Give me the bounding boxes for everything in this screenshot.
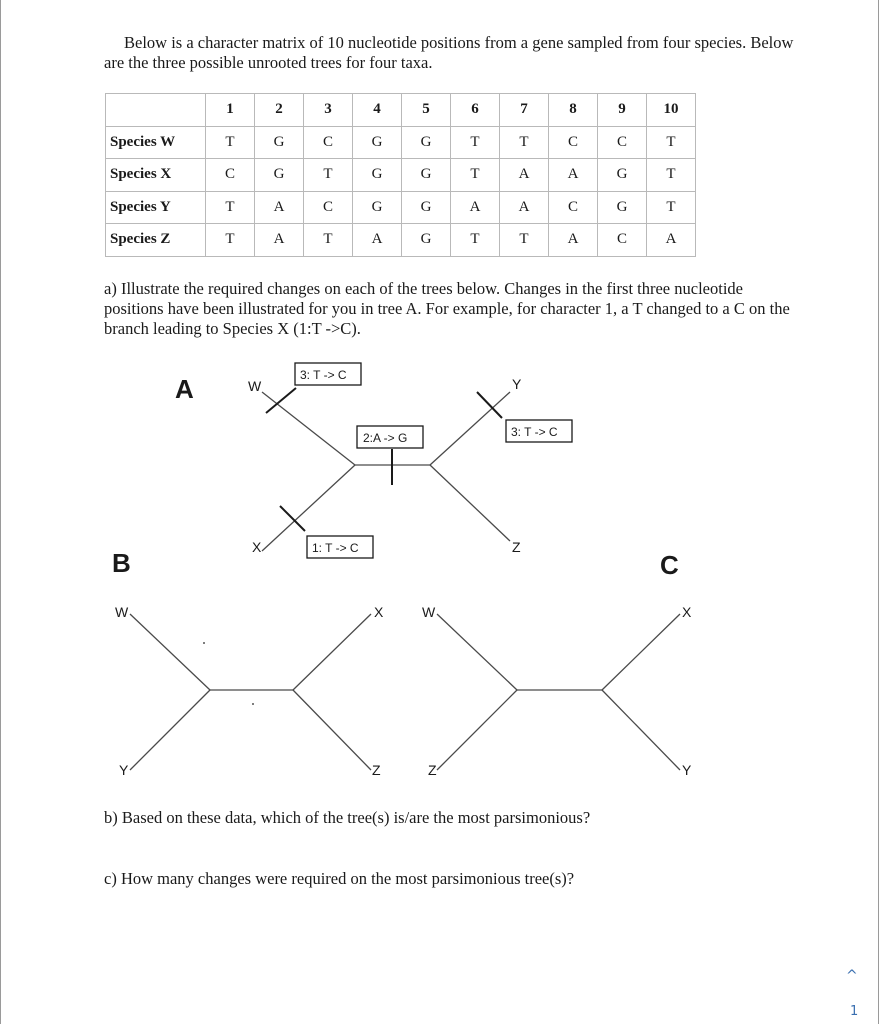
question-a: a) Illustrate the required changes on each of the trees below. Changes in the first three nucleotide positions have been illustrated for you in tree A. For example, for character 1, a T changed to a C on the branch leading to Species X (1:T ->C).	[104, 279, 790, 338]
nucleotide-cell: G	[598, 159, 647, 192]
nucleotide-cell: C	[304, 126, 353, 159]
tree-b-branch-y	[130, 690, 210, 770]
nucleotide-cell: A	[500, 191, 549, 224]
nucleotide-cell: A	[647, 224, 696, 257]
nucleotide-cell: C	[549, 126, 598, 159]
tree-b-taxon-w: W	[115, 604, 129, 620]
tree-a-taxon-x: X	[252, 539, 262, 555]
nucleotide-cell: G	[255, 126, 304, 159]
matrix-column-header: 4	[353, 94, 402, 127]
tree-b-branch-x	[293, 614, 371, 690]
tree-c-label: C	[660, 550, 679, 580]
tree-c	[437, 614, 680, 770]
nucleotide-cell: G	[402, 224, 451, 257]
tree-b-label: B	[112, 548, 131, 578]
tree-a-taxon-z: Z	[512, 539, 521, 555]
tree-b-taxon-y: Y	[119, 762, 129, 778]
tree-c-branch-z	[437, 690, 517, 770]
matrix-column-header: 2	[255, 94, 304, 127]
tree-a-branch-w	[262, 392, 355, 465]
tree-b-branch-z	[293, 690, 371, 770]
question-c: c) How many changes were required on the most parsimonious tree(s)?	[104, 869, 575, 888]
nucleotide-cell: T	[500, 126, 549, 159]
nucleotide-cell: T	[500, 224, 549, 257]
tree-c-branch-x	[602, 614, 680, 690]
species-name: Species W	[106, 126, 206, 159]
species-name: Species Y	[106, 191, 206, 224]
species-name: Species Z	[106, 224, 206, 257]
tree-a-label: A	[175, 374, 194, 404]
tree-c-branch-w	[437, 614, 517, 690]
nucleotide-cell: G	[255, 159, 304, 192]
nucleotide-cell: T	[206, 224, 255, 257]
tree-a	[262, 392, 510, 551]
tree-c-taxon-y: Y	[682, 762, 692, 778]
matrix-column-header: 10	[647, 94, 696, 127]
matrix-column-header: 6	[451, 94, 500, 127]
nucleotide-cell: C	[304, 191, 353, 224]
nucleotide-cell: A	[255, 224, 304, 257]
question-b: b) Based on these data, which of the tree(s) is/are the most parsimonious?	[104, 808, 591, 827]
tick-mark	[477, 392, 502, 418]
tree-c-branch-y	[602, 690, 680, 770]
matrix-column-header: 3	[304, 94, 353, 127]
nucleotide-cell: T	[304, 159, 353, 192]
nucleotide-cell: T	[304, 224, 353, 257]
nucleotide-cell: T	[647, 191, 696, 224]
nucleotide-cell: C	[598, 224, 647, 257]
change-label: 1: T -> C	[312, 541, 359, 555]
tree-a-change-ticks	[266, 388, 502, 531]
nucleotide-cell: G	[353, 159, 402, 192]
tree-c-taxon-w: W	[422, 604, 436, 620]
tick-mark	[266, 388, 296, 413]
matrix-column-header: 5	[402, 94, 451, 127]
matrix-column-header: 9	[598, 94, 647, 127]
nucleotide-cell: T	[206, 126, 255, 159]
nucleotide-cell: G	[402, 126, 451, 159]
nucleotide-cell: G	[353, 191, 402, 224]
nucleotide-cell: G	[598, 191, 647, 224]
scroll-up-icon[interactable]: ^	[846, 968, 858, 984]
tree-a-taxon-y: Y	[512, 376, 522, 392]
tree-c-taxon-z: Z	[428, 762, 437, 778]
page-number: 1	[850, 1004, 859, 1019]
nucleotide-cell: T	[451, 126, 500, 159]
stray-dot	[203, 642, 205, 644]
tree-c-taxon-x: X	[682, 604, 692, 620]
tick-mark	[280, 506, 305, 531]
change-label: 2:A -> G	[363, 431, 408, 445]
tree-b-branch-w	[130, 614, 210, 690]
tree-a-taxon-w: W	[248, 378, 262, 394]
nucleotide-cell: A	[500, 159, 549, 192]
nucleotide-cell: C	[206, 159, 255, 192]
nucleotide-cell: T	[647, 126, 696, 159]
nucleotide-cell: A	[549, 159, 598, 192]
stray-dot	[252, 703, 254, 705]
nucleotide-cell: T	[451, 224, 500, 257]
intro-paragraph: Below is a character matrix of 10 nucleotide positions from a gene sampled from four species. Below are the three possible unrooted trees for four taxa.	[104, 33, 794, 72]
species-name: Species X	[106, 159, 206, 192]
nucleotide-cell: C	[598, 126, 647, 159]
nucleotide-cell: C	[549, 191, 598, 224]
nucleotide-cell: T	[647, 159, 696, 192]
matrix-column-header: 7	[500, 94, 549, 127]
nucleotide-cell: T	[206, 191, 255, 224]
nucleotide-cell: A	[451, 191, 500, 224]
nucleotide-cell: G	[402, 191, 451, 224]
tree-a-branch-y	[430, 392, 510, 465]
tree-b-taxon-x: X	[374, 604, 384, 620]
tree-b-taxon-z: Z	[372, 762, 381, 778]
matrix-column-header: 8	[549, 94, 598, 127]
nucleotide-cell: A	[255, 191, 304, 224]
matrix-column-header: 1	[206, 94, 255, 127]
tree-a-branch-z	[430, 465, 510, 541]
tree-a-change-boxes	[295, 363, 572, 558]
nucleotide-cell: T	[451, 159, 500, 192]
nucleotide-cell: A	[353, 224, 402, 257]
tree-b	[130, 614, 371, 770]
nucleotide-cell: G	[402, 159, 451, 192]
change-label: 3: T -> C	[511, 425, 558, 439]
change-label: 3: T -> C	[300, 368, 347, 382]
nucleotide-cell: G	[353, 126, 402, 159]
nucleotide-cell: A	[549, 224, 598, 257]
